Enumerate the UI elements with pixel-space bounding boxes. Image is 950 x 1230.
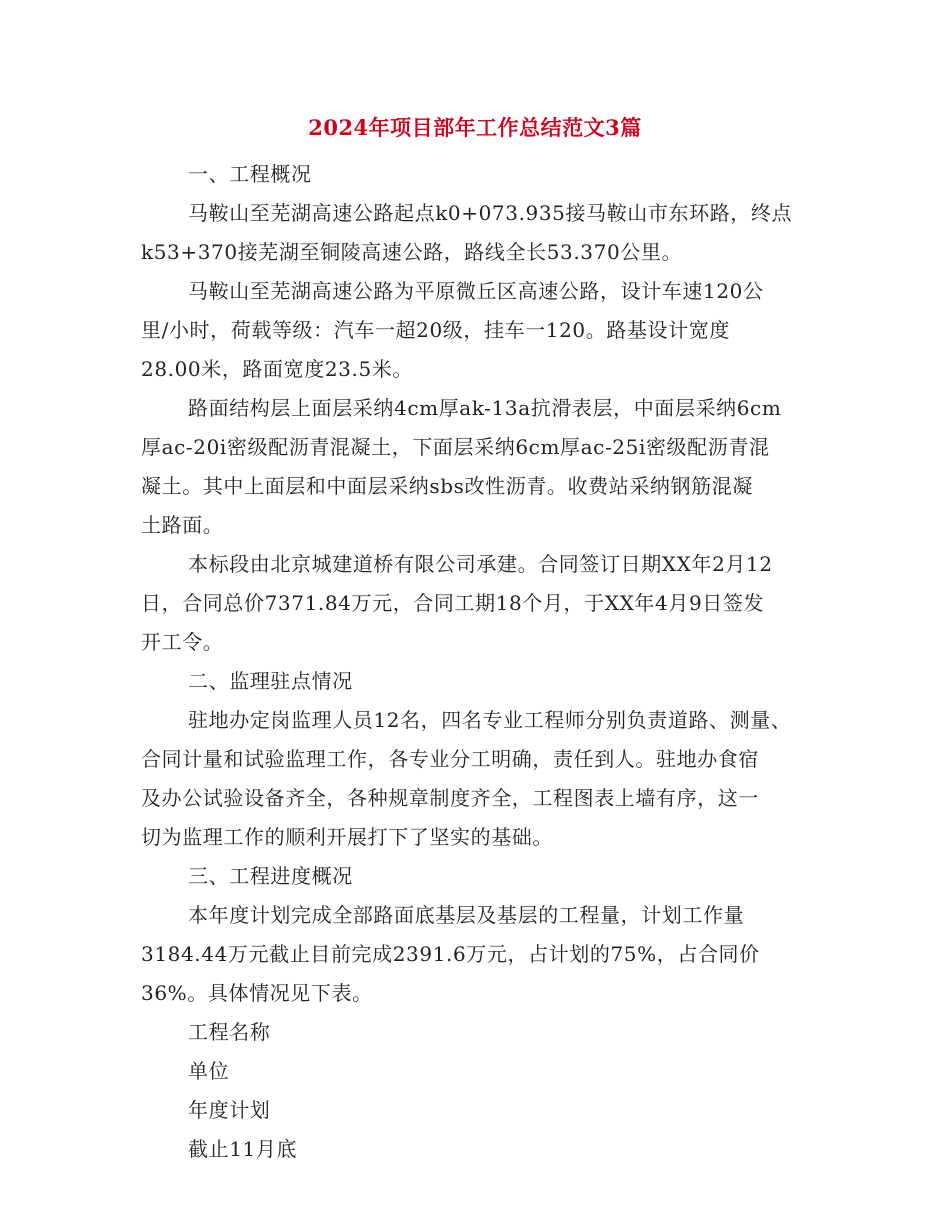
- text-line: 马鞍山至芜湖高速公路起点k0+073.935接马鞍山市东环路，终点: [188, 201, 793, 225]
- paragraph-continuation: [141, 233, 821, 272]
- text-line: 路面结构层上面层采纳4cm厚ak-13a抗滑表层，中面层采纳6cm: [188, 396, 782, 420]
- text-line: 3184.44万元截止目前完成2391.6万元，占计划的75%，占合同价: [141, 942, 760, 966]
- paragraph: [141, 701, 821, 740]
- text-line: 里/小时，荷载等级：汽车一超20级，挂车一120。路基设计宽度: [141, 318, 730, 342]
- text-line: k53+370接芜湖至铜陵高速公路，路线全长53.370公里。: [141, 240, 683, 264]
- paragraph: [141, 389, 821, 428]
- paragraph-continuation: [141, 740, 821, 857]
- text-line: 本标段由北京城建道桥有限公司承建。合同签订日期XX年2月12: [188, 552, 773, 576]
- paragraph-continuation: [141, 428, 821, 545]
- paragraph: [141, 194, 821, 233]
- document-body: [141, 155, 821, 1169]
- text-line: 厚ac-20i密级配沥青混凝土，下面层采纳6cm厚ac-25i密级配沥青混: [141, 435, 770, 459]
- section-heading: 一、工程概况: [188, 162, 312, 186]
- text-line: 开工令。: [141, 630, 224, 654]
- text-line: 土路面。: [141, 513, 224, 537]
- text-line: 28.00米，路面宽度23.5米。: [141, 357, 413, 381]
- text-line: 驻地办定岗监理人员12名，四名专业工程师分别负责道路、测量、: [188, 708, 792, 732]
- paragraph: [141, 896, 821, 935]
- text-line: 凝土。其中上面层和中面层采纳sbs改性沥青。收费站采纳钢筋混凝: [141, 474, 753, 498]
- table-label: 工程名称: [188, 1020, 271, 1044]
- text-line: 合同计量和试验监理工作，各专业分工明确，责任到人。驻地办食宿: [141, 747, 759, 771]
- paragraph-continuation: [141, 584, 821, 662]
- text-line: 日，合同总价7371.84万元，合同工期18个月，于XX年4月9日签发: [141, 591, 765, 615]
- table-label: 截止11月底: [188, 1137, 298, 1161]
- table-label: 单位: [188, 1059, 230, 1083]
- text-line: 36%。具体情况见下表。: [141, 981, 373, 1005]
- text-line: 本年度计划完成全部路面底基层及基层的工程量，计划工作量: [188, 903, 745, 927]
- document-title: 2024年项目部年工作总结范文3篇: [308, 115, 642, 140]
- text-line: 马鞍山至芜湖高速公路为平原微丘区高速公路，设计车速120公: [188, 279, 764, 303]
- paragraph: [141, 272, 821, 311]
- section-heading: 三、工程进度概况: [188, 864, 353, 888]
- table-label: 年度计划: [188, 1098, 271, 1122]
- text-line: 切为监理工作的顺利开展打下了坚实的基础。: [141, 825, 553, 849]
- section-heading: 二、监理驻点情况: [188, 669, 353, 693]
- paragraph-continuation: [141, 311, 821, 389]
- text-line: 及办公试验设备齐全，各种规章制度齐全，工程图表上墙有序，这一: [141, 786, 759, 810]
- paragraph: [141, 545, 821, 584]
- paragraph-continuation: [141, 935, 821, 1013]
